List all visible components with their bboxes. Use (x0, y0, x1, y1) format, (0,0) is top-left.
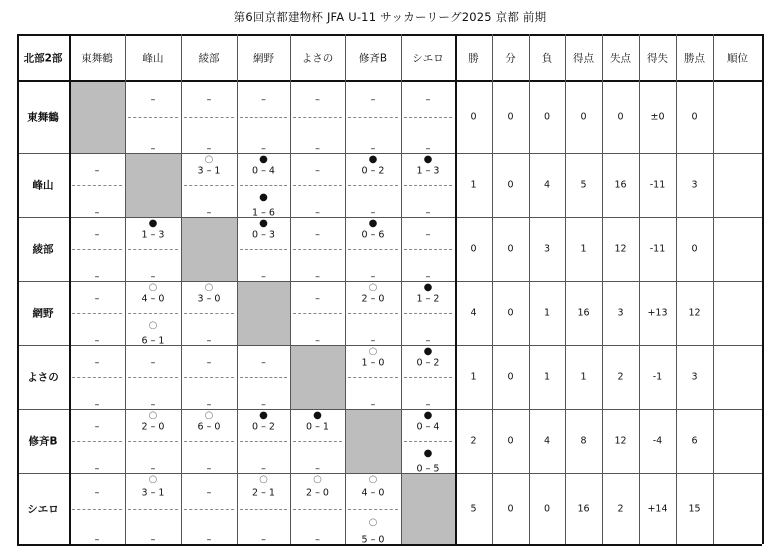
column-line (492, 34, 493, 544)
match-score-first: 0 – 4 (252, 165, 275, 177)
team-stat-value: 0 (507, 503, 514, 514)
match-score-second: – (150, 271, 156, 283)
match-score-first: 0 – 2 (416, 357, 440, 369)
loss-mark-icon: ○ (368, 474, 378, 485)
team-stat-value: 0 (543, 111, 551, 122)
match-score-second: – (150, 533, 156, 545)
row-header-team: 綾部 (32, 243, 54, 256)
column-line (762, 34, 764, 544)
column-line (565, 34, 566, 544)
cell-divider (404, 117, 452, 118)
match-score-second: – (370, 207, 376, 219)
cell-divider (348, 509, 398, 510)
cell-divider (240, 249, 287, 250)
row-header-team: シエロ (27, 503, 59, 515)
column-line (602, 34, 603, 544)
column-header-stat: 勝点 (684, 52, 705, 65)
match-score-first: 0 – 3 (252, 229, 275, 241)
cell-divider (240, 117, 287, 118)
match-score-first: 2 – 1 (252, 487, 275, 499)
match-score-first: – (150, 94, 156, 106)
match-score-second: – (315, 463, 320, 475)
team-stat-value: 0 (691, 243, 698, 255)
match-score-first: – (425, 94, 431, 106)
cell-divider (128, 377, 178, 378)
team-stat-value: 0 (507, 435, 514, 447)
row-line (17, 153, 762, 154)
match-score-second: – (94, 207, 100, 219)
column-header-stat: 負 (541, 52, 553, 65)
match-score-first: 0 – 2 (361, 165, 385, 177)
match-score-first: – (94, 487, 100, 499)
win-mark-icon: ● (313, 410, 322, 421)
cell-divider (348, 377, 398, 378)
match-score-second: – (315, 142, 320, 154)
cell-divider (184, 185, 234, 186)
column-header-stat: 得点 (573, 52, 594, 65)
column-line (639, 34, 640, 544)
team-stat-value: -1 (652, 371, 663, 383)
self-match-cell (238, 282, 290, 345)
match-score-second: – (150, 142, 156, 154)
loss-mark-icon: ○ (148, 282, 158, 293)
win-mark-icon: ● (423, 447, 433, 459)
team-stat-value: 0 (691, 111, 698, 122)
column-header-team: 峰山 (142, 52, 164, 65)
cell-divider (404, 313, 452, 314)
team-stat-value: 1 (580, 243, 587, 255)
match-score-second: – (315, 533, 320, 545)
team-stat-value: 12 (614, 243, 627, 255)
team-stat-value: 3 (617, 307, 624, 319)
match-score-first: – (315, 94, 320, 106)
match-score-second: – (370, 399, 376, 411)
team-stat-value: 2 (470, 435, 477, 447)
cell-divider (184, 441, 234, 442)
cell-divider (184, 313, 234, 314)
column-line (676, 34, 677, 544)
cell-divider (240, 377, 287, 378)
cell-divider (72, 185, 122, 186)
self-match-cell (70, 81, 125, 153)
team-stat-value: 3 (543, 243, 551, 255)
loss-mark-icon: ○ (368, 516, 378, 528)
match-score-second: – (94, 399, 100, 411)
team-stat-value: 8 (580, 435, 587, 447)
column-header-stat: 得失 (647, 52, 668, 65)
match-score-second: – (94, 335, 100, 347)
match-score-first: – (315, 165, 320, 177)
cell-divider (128, 313, 178, 314)
cell-divider (72, 377, 122, 378)
team-stat-value: 15 (688, 503, 701, 514)
column-line (125, 34, 126, 544)
cell-divider (128, 441, 178, 442)
loss-mark-icon: ○ (259, 474, 268, 485)
page-title: 第6回京都建物杯 JFA U-11 サッカーリーグ2025 京都 前期 (233, 10, 547, 24)
match-score-first: 1 – 2 (416, 293, 440, 305)
cell-divider (293, 509, 342, 510)
cell-divider (404, 185, 452, 186)
team-stat-value: 0 (507, 371, 514, 383)
team-stat-value: 3 (691, 371, 698, 383)
match-score-first: – (370, 94, 376, 106)
match-score-second: – (425, 335, 431, 347)
win-mark-icon: ● (259, 191, 268, 203)
cell-divider (240, 509, 287, 510)
match-score-first: – (94, 357, 100, 369)
match-score-first: – (315, 229, 320, 241)
match-score-first: 3 – 1 (141, 487, 165, 499)
cell-divider (348, 249, 398, 250)
column-header-team: シエロ (412, 52, 444, 65)
match-score-first: – (94, 421, 100, 433)
column-line (401, 34, 402, 544)
match-score-second: – (315, 207, 320, 219)
cell-divider (184, 509, 234, 510)
column-line (345, 34, 346, 544)
match-score-first: 3 – 1 (197, 165, 221, 177)
match-score-first: – (94, 165, 100, 177)
match-score-first: 1 – 3 (416, 165, 440, 177)
cell-divider (348, 117, 398, 118)
team-stat-value: +14 (647, 503, 668, 514)
team-stat-value: 0 (507, 111, 514, 122)
cell-divider (240, 441, 287, 442)
column-header-stat: 勝 (468, 52, 479, 65)
match-score-second: – (150, 463, 156, 475)
cell-divider (404, 441, 452, 442)
self-match-cell (402, 474, 455, 544)
match-score-second: – (94, 533, 100, 545)
cell-divider (128, 117, 178, 118)
cell-divider (293, 441, 342, 442)
win-mark-icon: ● (148, 218, 158, 229)
column-header-team: 網野 (253, 52, 274, 65)
column-header-team: 綾部 (198, 52, 220, 65)
match-score-second: – (206, 533, 212, 545)
team-stat-value: +13 (647, 307, 668, 319)
match-score-first: 3 – 0 (197, 293, 221, 305)
loss-mark-icon: ○ (368, 346, 378, 357)
row-header-team: よさの (27, 371, 59, 384)
cell-divider (128, 509, 178, 510)
match-score-second: – (206, 142, 212, 154)
team-stat-value: 0 (617, 111, 624, 122)
column-line (237, 34, 238, 544)
match-score-second: 6 – 1 (141, 335, 165, 347)
column-header-stat: 失点 (610, 52, 631, 65)
self-match-cell (291, 346, 345, 409)
cell-divider (293, 185, 342, 186)
win-mark-icon: ● (368, 154, 378, 165)
row-header-team: 網野 (32, 307, 54, 320)
match-score-second: – (261, 463, 266, 475)
loss-mark-icon: ○ (368, 282, 378, 293)
column-line (455, 34, 457, 544)
win-mark-icon: ● (368, 218, 378, 229)
match-score-first: – (206, 357, 212, 369)
column-header-stat: 順位 (727, 52, 748, 65)
team-stat-value: 2 (617, 503, 624, 514)
column-header-team: よさの (301, 52, 334, 65)
row-header-team: 修斉B (28, 435, 58, 448)
column-header-team: 東舞鶴 (81, 52, 113, 65)
cell-divider (348, 313, 398, 314)
cell-divider (184, 377, 234, 378)
match-score-first: – (94, 293, 100, 305)
match-score-first: 1 – 0 (361, 357, 385, 369)
row-line (17, 217, 762, 218)
match-score-second: – (206, 335, 212, 347)
team-stat-value: -11 (649, 243, 666, 255)
team-stat-value: -4 (652, 435, 663, 447)
match-score-second: 0 – 5 (416, 463, 440, 475)
team-stat-value: 0 (470, 243, 477, 255)
cell-divider (293, 117, 342, 118)
cell-divider (72, 313, 122, 314)
match-score-second: – (370, 335, 376, 347)
match-score-first: – (94, 229, 100, 241)
team-stat-value: 1 (543, 307, 551, 319)
match-score-second: – (206, 399, 212, 411)
match-score-first: – (261, 94, 266, 106)
match-score-first: 4 – 0 (361, 487, 385, 499)
column-line (290, 34, 291, 544)
cell-divider (293, 249, 342, 250)
match-score-second: – (261, 271, 266, 283)
team-stat-value: 12 (614, 435, 627, 447)
win-mark-icon: ● (423, 282, 433, 293)
match-score-first: 2 – 0 (361, 293, 385, 305)
team-stat-value: 0 (507, 307, 514, 319)
self-match-cell (182, 218, 237, 281)
match-score-second: – (150, 399, 156, 411)
loss-mark-icon: ○ (204, 410, 214, 421)
loss-mark-icon: ○ (313, 474, 322, 485)
team-stat-value: 16 (577, 307, 590, 319)
match-score-second: – (425, 399, 431, 411)
league-table (17, 34, 762, 544)
row-line (17, 409, 762, 410)
match-score-first: – (425, 229, 431, 241)
row-header-team: 峰山 (32, 179, 54, 192)
loss-mark-icon: ○ (148, 474, 158, 485)
win-mark-icon: ● (423, 154, 433, 165)
team-stat-value: 1 (470, 179, 477, 191)
row-line (17, 473, 762, 474)
cell-divider (184, 117, 234, 118)
team-stat-value: 4 (470, 307, 477, 319)
match-score-first: – (261, 357, 266, 369)
match-score-first: – (206, 487, 212, 499)
team-stat-value: 12 (688, 307, 701, 319)
win-mark-icon: ● (259, 154, 268, 165)
match-score-second: – (425, 142, 431, 154)
team-stat-value: 6 (691, 435, 698, 447)
team-stat-value: 2 (617, 371, 624, 383)
loss-mark-icon: ○ (148, 319, 158, 331)
match-score-first: – (150, 357, 156, 369)
column-line (69, 34, 71, 544)
match-score-second: – (315, 271, 320, 283)
cell-divider (404, 249, 452, 250)
team-stat-value: 1 (470, 371, 477, 383)
cell-divider (72, 249, 122, 250)
cell-divider (128, 249, 178, 250)
match-score-second: – (315, 335, 320, 347)
team-stat-value: 5 (470, 503, 477, 514)
team-stat-value: ±0 (650, 111, 665, 122)
team-stat-value: -11 (649, 179, 666, 191)
column-line (713, 34, 714, 544)
row-line (17, 345, 762, 346)
cell-divider (72, 509, 122, 510)
match-score-first: 0 – 2 (252, 421, 275, 433)
match-score-second: – (94, 463, 100, 475)
match-score-second: – (261, 142, 266, 154)
match-score-second: – (261, 399, 266, 411)
row-line (17, 80, 762, 82)
team-stat-value: 0 (507, 179, 514, 191)
cell-divider (404, 377, 452, 378)
row-header-team: 東舞鶴 (27, 111, 59, 123)
column-header-team: 修斉B (358, 52, 388, 65)
match-score-second: – (370, 142, 376, 154)
column-header-stat: 分 (505, 52, 516, 65)
match-score-first: 0 – 4 (416, 421, 440, 433)
match-score-first: 4 – 0 (141, 293, 165, 305)
column-line (17, 34, 19, 544)
match-score-second: 1 – 6 (252, 207, 275, 219)
self-match-cell (346, 410, 401, 473)
cell-divider (348, 185, 398, 186)
team-stat-value: 0 (470, 111, 477, 122)
match-score-second: – (425, 207, 431, 219)
match-score-first: 2 – 0 (306, 487, 329, 499)
match-score-first: 0 – 6 (361, 229, 385, 241)
column-line (181, 34, 182, 544)
match-score-second: – (206, 207, 212, 219)
team-stat-value: 3 (691, 179, 698, 191)
loss-mark-icon: ○ (204, 154, 214, 165)
match-score-second: 5 – 0 (361, 533, 385, 545)
team-stat-value: 1 (580, 371, 587, 383)
match-score-second: – (370, 271, 376, 283)
loss-mark-icon: ○ (148, 410, 158, 421)
team-stat-value: 5 (580, 179, 587, 191)
team-stat-value: 0 (580, 111, 587, 122)
match-score-second: – (94, 271, 100, 283)
team-stat-value: 16 (614, 179, 627, 191)
corner-label: 北部2部 (23, 52, 63, 65)
column-line (529, 34, 530, 544)
match-score-second: – (425, 271, 431, 283)
match-score-second: – (206, 463, 212, 475)
match-score-first: 1 – 3 (141, 229, 165, 241)
match-score-first: – (206, 94, 212, 106)
cell-divider (293, 313, 342, 314)
win-mark-icon: ● (259, 218, 268, 229)
row-line (17, 34, 762, 36)
team-stat-value: 4 (543, 435, 551, 447)
loss-mark-icon: ○ (204, 282, 214, 293)
match-score-first: 0 – 1 (306, 421, 329, 433)
cell-divider (72, 441, 122, 442)
team-stat-value: 4 (543, 179, 551, 191)
self-match-cell (126, 154, 181, 217)
team-stat-value: 16 (577, 503, 590, 514)
team-stat-value: 0 (507, 243, 514, 255)
match-score-first: 2 – 0 (141, 421, 165, 433)
match-score-first: 6 – 0 (197, 421, 221, 433)
win-mark-icon: ● (423, 410, 433, 421)
cell-divider (240, 185, 287, 186)
team-stat-value: 0 (543, 503, 551, 514)
win-mark-icon: ● (423, 346, 433, 357)
match-score-second: – (261, 533, 266, 545)
match-score-first: – (315, 293, 320, 305)
row-line (17, 544, 762, 546)
row-line (17, 281, 762, 282)
team-stat-value: 1 (543, 371, 551, 383)
win-mark-icon: ● (259, 410, 268, 421)
